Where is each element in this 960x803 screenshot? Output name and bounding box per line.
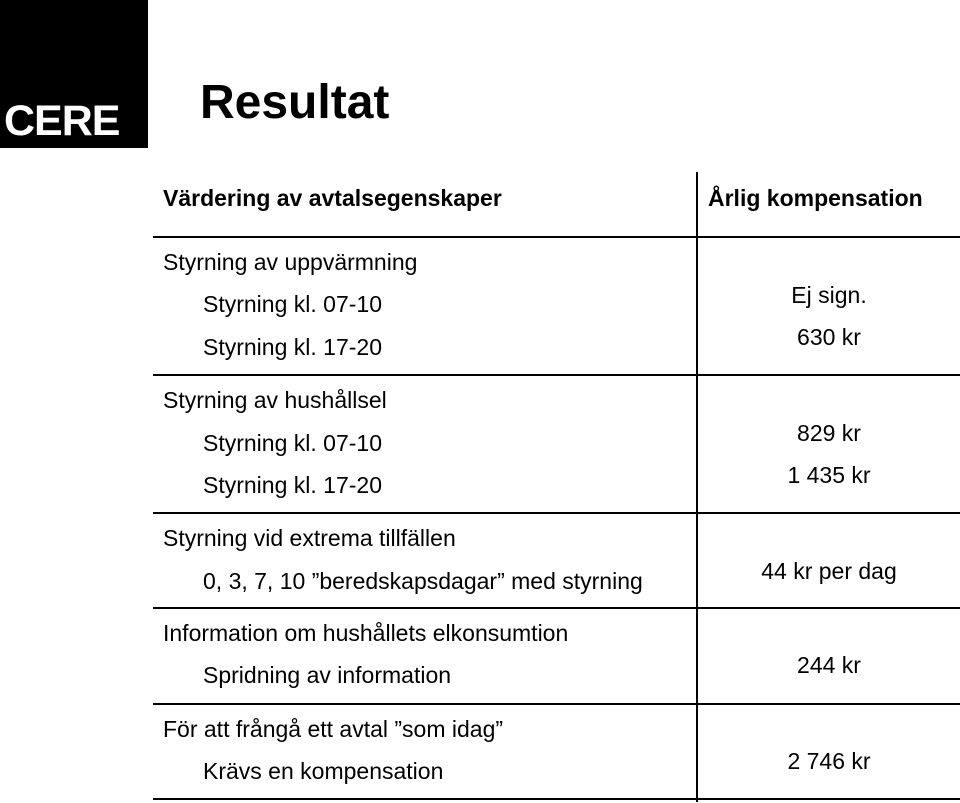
section-heading: Styrning vid extrema tillfällen — [163, 525, 456, 551]
logo-text: CERE — [4, 97, 120, 145]
section-divider — [153, 703, 960, 705]
section-value: 44 kr per dag — [761, 558, 897, 584]
section-value: 630 kr — [797, 324, 861, 350]
section-value: 2 746 kr — [787, 748, 871, 774]
section-item: Krävs en kompensation — [203, 758, 444, 784]
section-heading: Information om hushållets elkonsumtion — [163, 620, 569, 646]
section-divider — [153, 607, 960, 609]
section-item: Spridning av information — [203, 662, 452, 688]
table-bottom-border — [153, 798, 960, 800]
section-heading: För att frångå ett avtal ”som idag” — [163, 716, 504, 742]
header-divider — [153, 236, 960, 238]
section-value: 244 kr — [797, 652, 861, 678]
section-heading: Styrning av hushållsel — [163, 387, 387, 413]
section-item: 0, 3, 7, 10 ”beredskapsdagar” med styrning — [203, 568, 643, 594]
section-item: Styrning kl. 17-20 — [203, 334, 382, 360]
header-left: Värdering av avtalsegenskaper — [163, 185, 502, 211]
section-value: 829 kr — [797, 420, 861, 446]
header-right: Årlig kompensation — [708, 185, 923, 211]
section-item: Styrning kl. 17-20 — [203, 472, 382, 498]
page-title: Resultat — [200, 76, 390, 129]
section-divider — [153, 512, 960, 514]
section-value: 1 435 kr — [787, 462, 871, 488]
section-value: Ej sign. — [791, 282, 867, 308]
section-item: Styrning kl. 07-10 — [203, 430, 382, 456]
section-divider — [153, 374, 960, 376]
section-item: Styrning kl. 07-10 — [203, 291, 382, 317]
cere-logo — [0, 0, 148, 148]
section-heading: Styrning av uppvärmning — [163, 249, 418, 275]
